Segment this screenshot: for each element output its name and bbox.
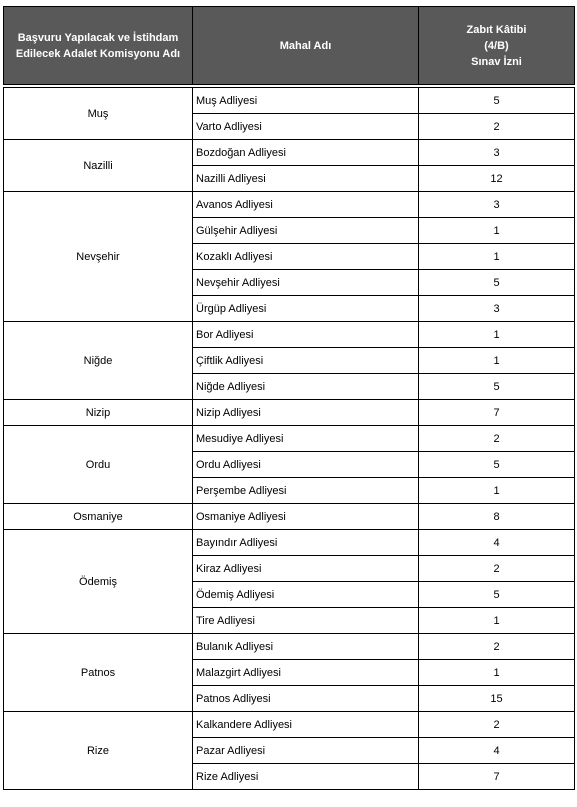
sayi-cell: 5 — [419, 88, 575, 114]
komisyon-cell: Muş — [4, 88, 193, 140]
sayi-cell: 1 — [419, 660, 575, 686]
komisyon-cell: Ordu — [4, 426, 193, 504]
header-sayi-line2: (4/B) — [484, 39, 509, 52]
mahal-cell: Nizip Adliyesi — [193, 400, 419, 426]
mahal-cell: Bor Adliyesi — [193, 322, 419, 348]
mahal-cell: Nevşehir Adliyesi — [193, 270, 419, 296]
table-row — [4, 400, 575, 426]
sayi-cell: 2 — [419, 426, 575, 452]
mahal-cell: Osmaniye Adliyesi — [193, 504, 419, 530]
table-row — [4, 426, 575, 452]
table-row — [4, 322, 575, 348]
mahal-cell: Ödemiş Adliyesi — [193, 582, 419, 608]
sayi-cell: 1 — [419, 244, 575, 270]
table-row — [4, 634, 575, 660]
mahal-cell: Patnos Adliyesi — [193, 686, 419, 712]
header-komisyon — [4, 7, 193, 85]
mahal-cell: Varto Adliyesi — [193, 114, 419, 140]
mahal-cell: Ürgüp Adliyesi — [193, 296, 419, 322]
sayi-cell: 7 — [419, 400, 575, 426]
mahal-cell: Kiraz Adliyesi — [193, 556, 419, 582]
komisyon-cell: Niğde — [4, 322, 193, 400]
mahal-cell: Mesudiye Adliyesi — [193, 426, 419, 452]
sayi-cell: 3 — [419, 192, 575, 218]
table-row — [4, 88, 575, 114]
quota-table — [3, 6, 575, 790]
mahal-cell: Nazilli Adliyesi — [193, 166, 419, 192]
sayi-cell: 1 — [419, 322, 575, 348]
komisyon-cell: Nazilli — [4, 140, 193, 192]
sayi-cell: 2 — [419, 634, 575, 660]
table-header-row — [4, 7, 575, 85]
sayi-cell: 15 — [419, 686, 575, 712]
mahal-cell: Pazar Adliyesi — [193, 738, 419, 764]
mahal-cell: Bozdoğan Adliyesi — [193, 140, 419, 166]
sayi-cell: 3 — [419, 296, 575, 322]
sayi-cell: 5 — [419, 452, 575, 478]
sayi-cell: 4 — [419, 738, 575, 764]
table-row — [4, 504, 575, 530]
table-row — [4, 192, 575, 218]
table-row — [4, 530, 575, 556]
komisyon-cell: Ödemiş — [4, 530, 193, 634]
mahal-cell: Bulanık Adliyesi — [193, 634, 419, 660]
mahal-cell: Gülşehir Adliyesi — [193, 218, 419, 244]
mahal-cell: Niğde Adliyesi — [193, 374, 419, 400]
mahal-cell: Muş Adliyesi — [193, 88, 419, 114]
sayi-cell: 1 — [419, 348, 575, 374]
sayi-cell: 5 — [419, 374, 575, 400]
komisyon-cell: Rize — [4, 712, 193, 790]
mahal-cell: Bayındır Adliyesi — [193, 530, 419, 556]
sayi-cell: 8 — [419, 504, 575, 530]
komisyon-cell: Patnos — [4, 634, 193, 712]
mahal-cell: Rize Adliyesi — [193, 764, 419, 790]
header-mahal — [193, 7, 419, 85]
sayi-cell: 4 — [419, 530, 575, 556]
table-row — [4, 712, 575, 738]
header-sayi — [419, 7, 575, 85]
sayi-cell: 12 — [419, 166, 575, 192]
table-body — [4, 88, 575, 790]
sayi-cell: 1 — [419, 218, 575, 244]
mahal-cell: Kozaklı Adliyesi — [193, 244, 419, 270]
sayi-cell: 5 — [419, 582, 575, 608]
mahal-cell: Çiftlik Adliyesi — [193, 348, 419, 374]
sayi-cell: 7 — [419, 764, 575, 790]
header-mahal-label: Mahal Adı — [279, 39, 332, 52]
table-row — [4, 140, 575, 166]
sayi-cell: 2 — [419, 556, 575, 582]
sayi-cell: 3 — [419, 140, 575, 166]
header-sayi-line3: Sınav İzni — [471, 55, 522, 68]
header-sayi-line1: Zabıt Kâtibi — [466, 23, 527, 36]
sayi-cell: 2 — [419, 712, 575, 738]
sayi-cell: 1 — [419, 608, 575, 634]
mahal-cell: Kalkandere Adliyesi — [193, 712, 419, 738]
sayi-cell: 5 — [419, 270, 575, 296]
komisyon-cell: Nevşehir — [4, 192, 193, 322]
sayi-cell: 2 — [419, 114, 575, 140]
mahal-cell: Perşembe Adliyesi — [193, 478, 419, 504]
mahal-cell: Avanos Adliyesi — [193, 192, 419, 218]
mahal-cell: Malazgirt Adliyesi — [193, 660, 419, 686]
komisyon-cell: Nizip — [4, 400, 193, 426]
header-komisyon-line2: Edilecek Adalet Komisyonu Adı — [15, 47, 181, 60]
sayi-cell: 1 — [419, 478, 575, 504]
komisyon-cell: Osmaniye — [4, 504, 193, 530]
mahal-cell: Ordu Adliyesi — [193, 452, 419, 478]
header-komisyon-line1: Başvuru Yapılacak ve İstihdam — [17, 31, 179, 44]
mahal-cell: Tire Adliyesi — [193, 608, 419, 634]
